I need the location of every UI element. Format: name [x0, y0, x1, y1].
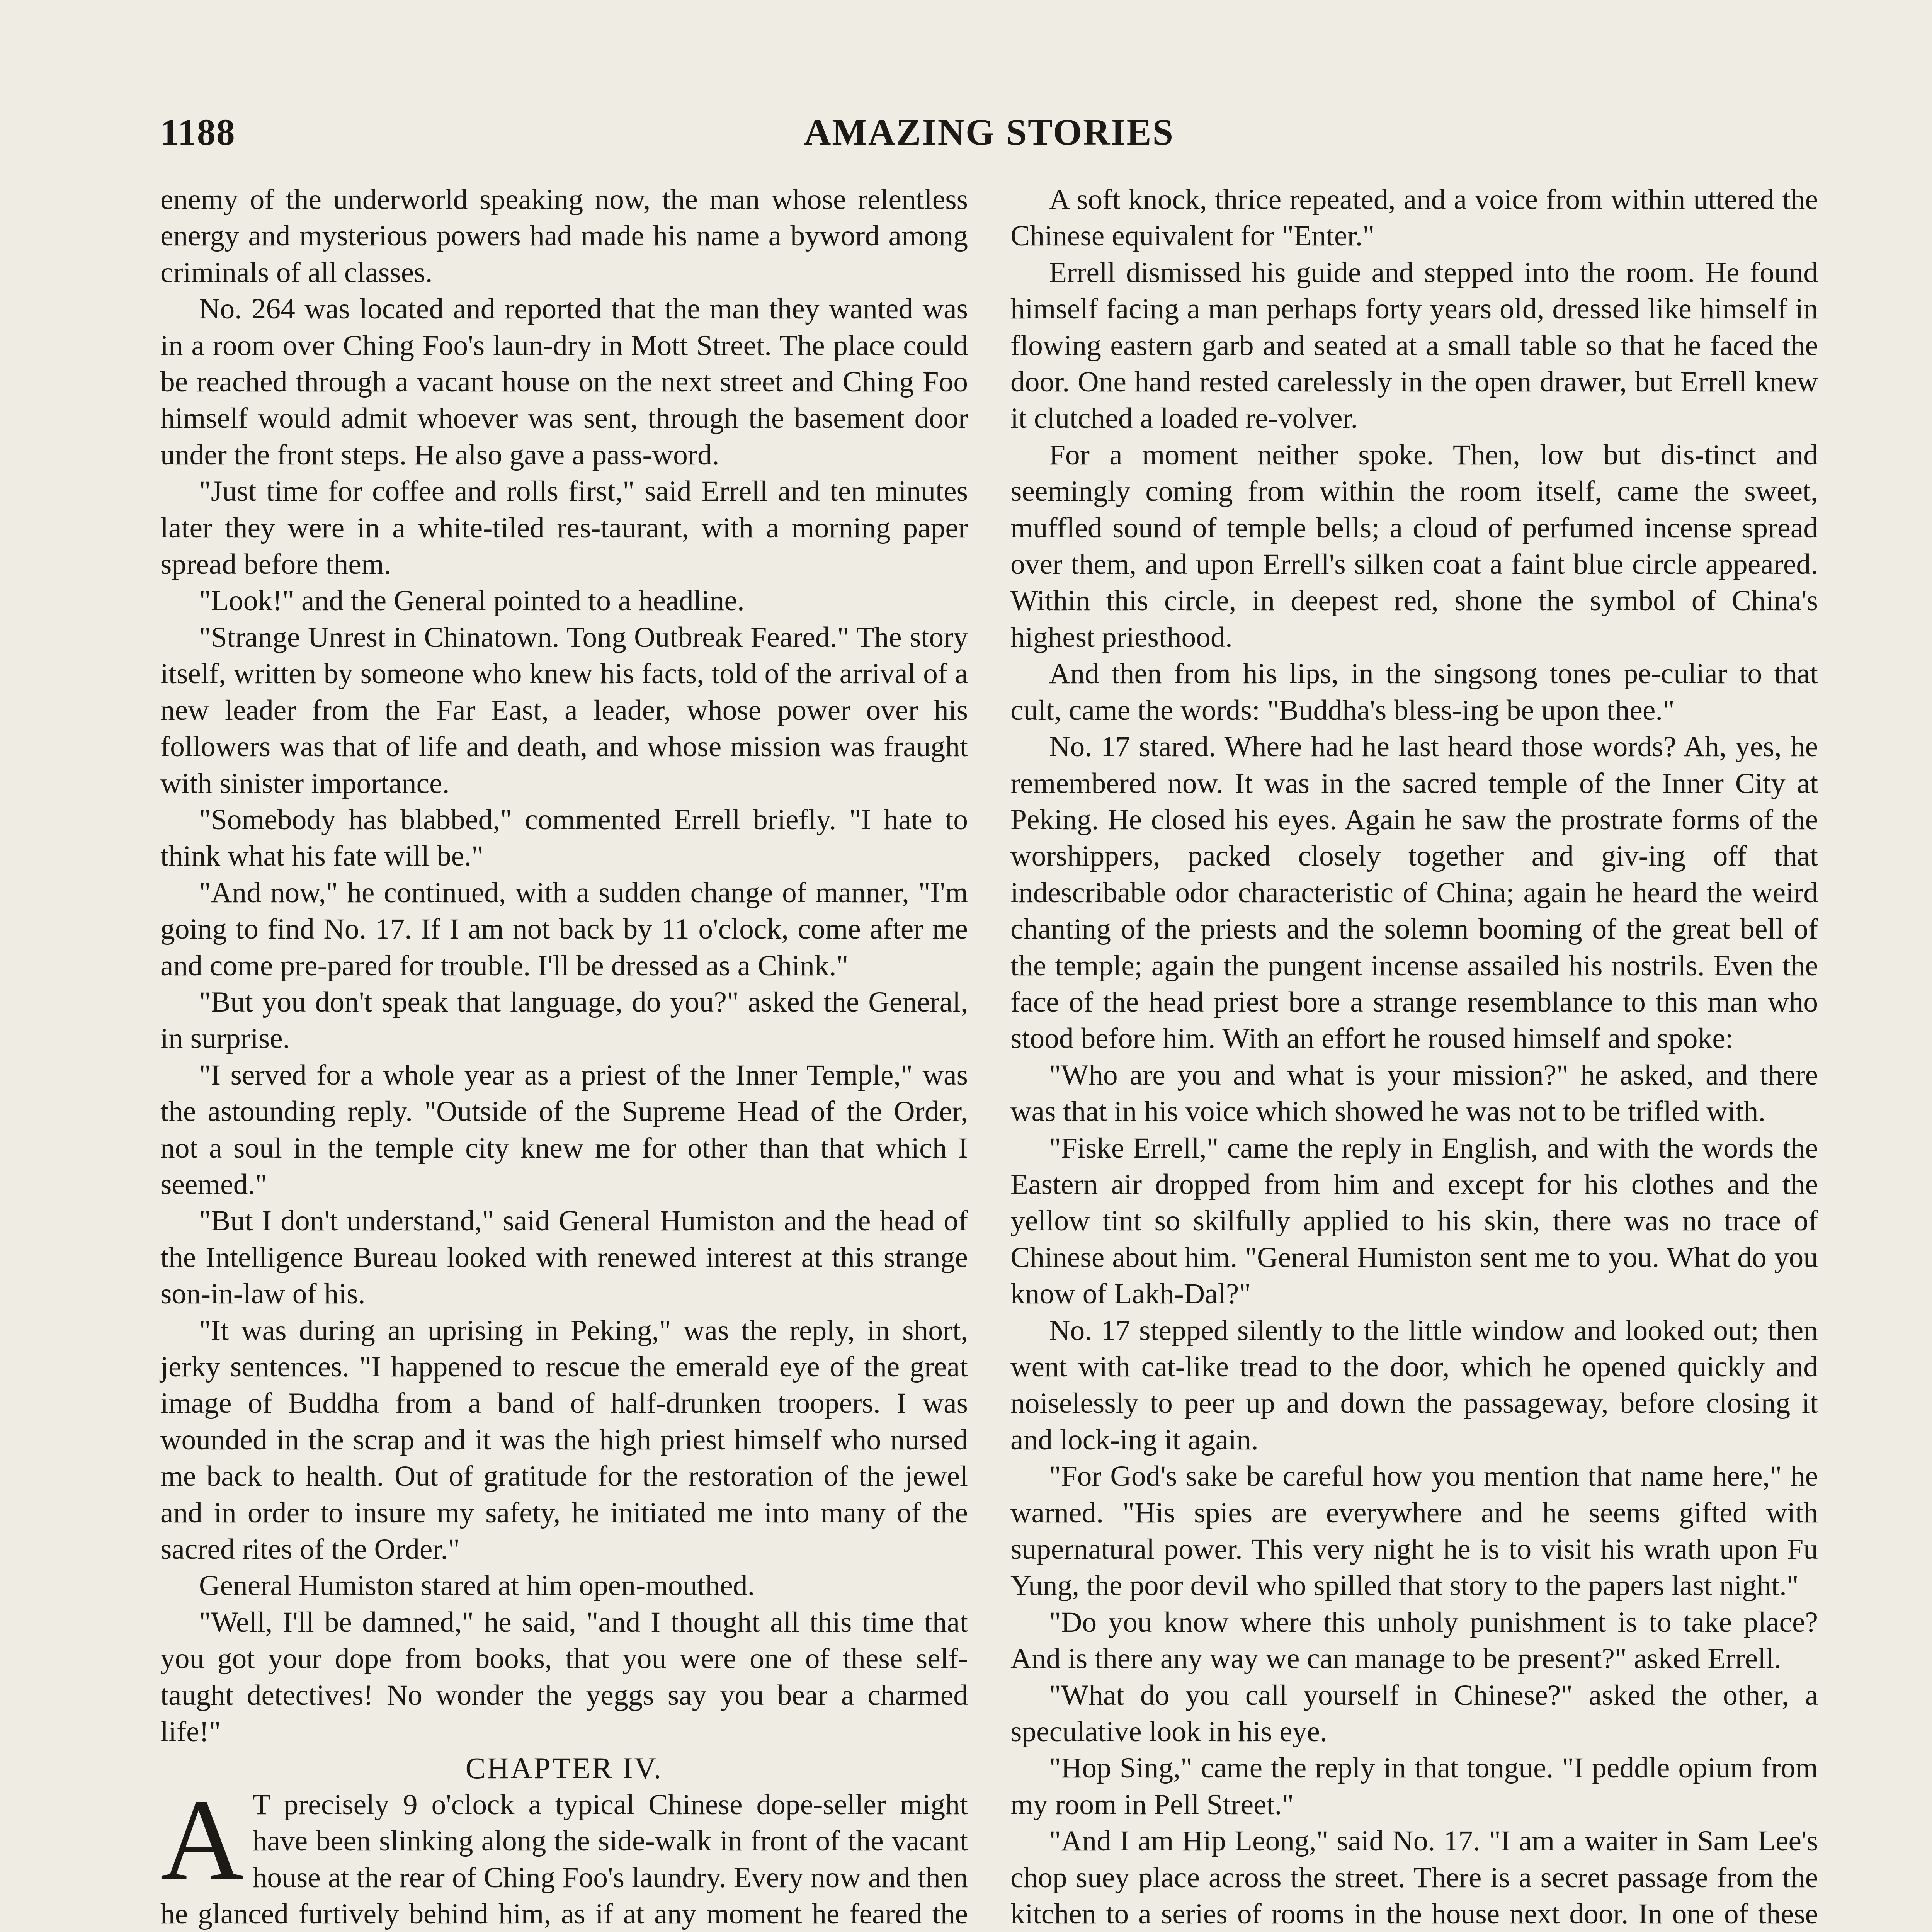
paragraph: "And now," he continued, with a sudden change of manner, "I'm going to find No. 17. If I am not back by 11 o'clock, come after me and come pre-pared for trouble. I'll be dressed as a Chink."	[160, 876, 968, 982]
paragraph: "And I am Hip Leong," said No. 17. "I am a waiter in Sam Lee's chop suey place across the street. There is a secret passage from the kitchen to a series of rooms in the house next door. In one of these	[1010, 1825, 1818, 1930]
paragraph: "It was during an uprising in Peking," was the reply, in short, jerky sentences. "I happened to rescue the emerald eye of the great image of Buddha from a band of half-drunken troopers. I was wounded in the scrap and it was the high priest himself who nursed me back to health. Out of gratitude for the restoration of the jewel and in order to insure my safety, he initiated me into many of the sacred rites of the Order."	[160, 1314, 968, 1566]
drop-cap-paragraph	[160, 1775, 968, 1932]
paragraph: General Humiston stared at him open-mouthed.	[199, 1570, 755, 1602]
paragraph: "Just time for coffee and rolls first," said Errell and ten minutes later they were in a white-tiled res-taurant, with a morning paper spread before them.	[160, 475, 968, 581]
paragraph: "Well, I'll be damned," he said, "and I thought all this time that you got your dope from books, that you were one of these self-taught detectives! No wonder the yeggs say you bear a charmed life!"	[160, 1606, 968, 1748]
paragraph: "But you don't speak that language, do you?" asked the General, in surprise.	[160, 986, 968, 1055]
right-column	[1010, 182, 1818, 1932]
paragraph: "Who are you and what is your mission?" he asked, and there was that in his voice which showed he was not to be trifled with.	[1010, 1059, 1818, 1128]
paragraph: "For God's sake be careful how you mention that name here," he warned. "His spies are everywhere and he seems gifted with supernatural power. This very night he is to visit his wrath upon Fu Yung, the poor devil who spilled that story to the papers last night."	[1010, 1460, 1818, 1602]
paragraph: "What do you call yourself in Chinese?" asked the other, a speculative look in his eye.	[1010, 1679, 1818, 1748]
paragraph: "I served for a whole year as a priest of the Inner Temple," was the astounding reply. "Outside of the Supreme Head of the Order, not a soul in the temple city knew me for other than that which I seemed."	[160, 1059, 968, 1201]
page-header	[160, 111, 1818, 168]
page-number: 1188	[160, 111, 236, 153]
paragraph: "Look!" and the General pointed to a headline.	[199, 585, 745, 617]
paragraph: No. 264 was located and reported that the man they wanted was in a room over Ching Foo's laun-dry in Mott Street. The place could be reached through a vacant house on the next street and Ching Foo himself would admit whoever was sent, through the basement door under the front steps. He also gave a pass-word.	[160, 293, 968, 471]
chapter-heading: CHAPTER IV.	[465, 1751, 663, 1785]
paragraph: "Fiske Errell," came the reply in English, and with the words the Eastern air dropped from him and except for his clothes and the yellow tint so skilfully applied to his skin, there was no trace of Chinese about him. "General Humiston sent me to you. What do you know of Lakh-Dal?"	[1010, 1132, 1818, 1310]
paragraph: "Hop Sing," came the reply in that tongue. "I peddle opium from my room in Pell Street."	[1010, 1752, 1818, 1821]
paragraph: A soft knock, thrice repeated, and a voice from within uttered the Chinese equivalent for "Enter."	[1010, 184, 1818, 252]
paragraph: "But I don't understand," said General Humiston and the head of the Intelligence Bureau looked with renewed interest at this strange son-in-law of his.	[160, 1205, 968, 1310]
drop-cap-paragraph-text: T precisely 9 o'clock a typical Chinese dope-seller might have been slinking along the side-walk in front of the vacant house at the rear of Ching Foo's laundry. Every now and then he glanced furtively behind him, as if at any moment he feared the	[160, 1788, 968, 1930]
paragraph: No. 17 stepped silently to the little window and looked out; then went with cat-like tread to the door, which he opened quickly and noiselessly to peer up and down the passageway, before closing it and lock-ing it again.	[1010, 1314, 1818, 1456]
left-column	[160, 182, 968, 1932]
paragraph: "Do you know where this unholy punishment is to take place? And is there any way we can manage to be present?" asked Errell.	[1010, 1606, 1818, 1675]
running-head: AMAZING STORIES	[804, 111, 1175, 153]
paragraph: No. 17 stared. Where had he last heard those words? Ah, yes, he remembered now. It was in the sacred temple of the Inner City at Peking. He closed his eyes. Again he saw the prostrate forms of the worshippers, packed closely together and giv-ing off that indescribable odor characteristic of China; again he heard the weird chanting of the priests and the solemn booming of the great bell of the temple; again the pungent incense assailed his nostrils. Even the face of the head priest bore a strange resemblance to this man who stood before him. With an effort he roused himself and spoke:	[1010, 731, 1818, 1055]
paragraph: "Strange Unrest in Chinatown. Tong Outbreak Feared." The story itself, written by someone who knew his facts, told of the arrival of a new leader from the Far East, a leader, whose power over his followers was that of life and death, and whose mission was fraught with sinister importance.	[160, 621, 968, 799]
paragraph: "Somebody has blabbed," commented Errell briefly. "I hate to think what his fate will be."	[160, 803, 968, 872]
drop-cap: A	[160, 1775, 244, 1904]
paragraph: For a moment neither spoke. Then, low but dis-tinct and seemingly coming from within the room itself, came the sweet, muffled sound of temple bells; a cloud of perfumed incense spread over them, and upon Errell's silken coat a faint blue circle appeared. Within this circle, in deepest red, shone the symbol of China's highest priesthood.	[1010, 439, 1818, 653]
paragraph: Errell dismissed his guide and stepped into the room. He found himself facing a man perhaps forty years old, dressed like himself in flowing eastern garb and seated at a small table so that he faced the door. One hand rested carelessly in the open drawer, but Errell knew it clutched a loaded re-volver.	[1010, 256, 1818, 435]
paragraph: And then from his lips, in the singsong tones pe-culiar to that cult, came the words: "Buddha's bless-ing be upon thee."	[1010, 658, 1818, 726]
paragraph: enemy of the underworld speaking now, the man whose relentless energy and mysterious powers had made his name a byword among criminals of all classes.	[160, 184, 968, 289]
